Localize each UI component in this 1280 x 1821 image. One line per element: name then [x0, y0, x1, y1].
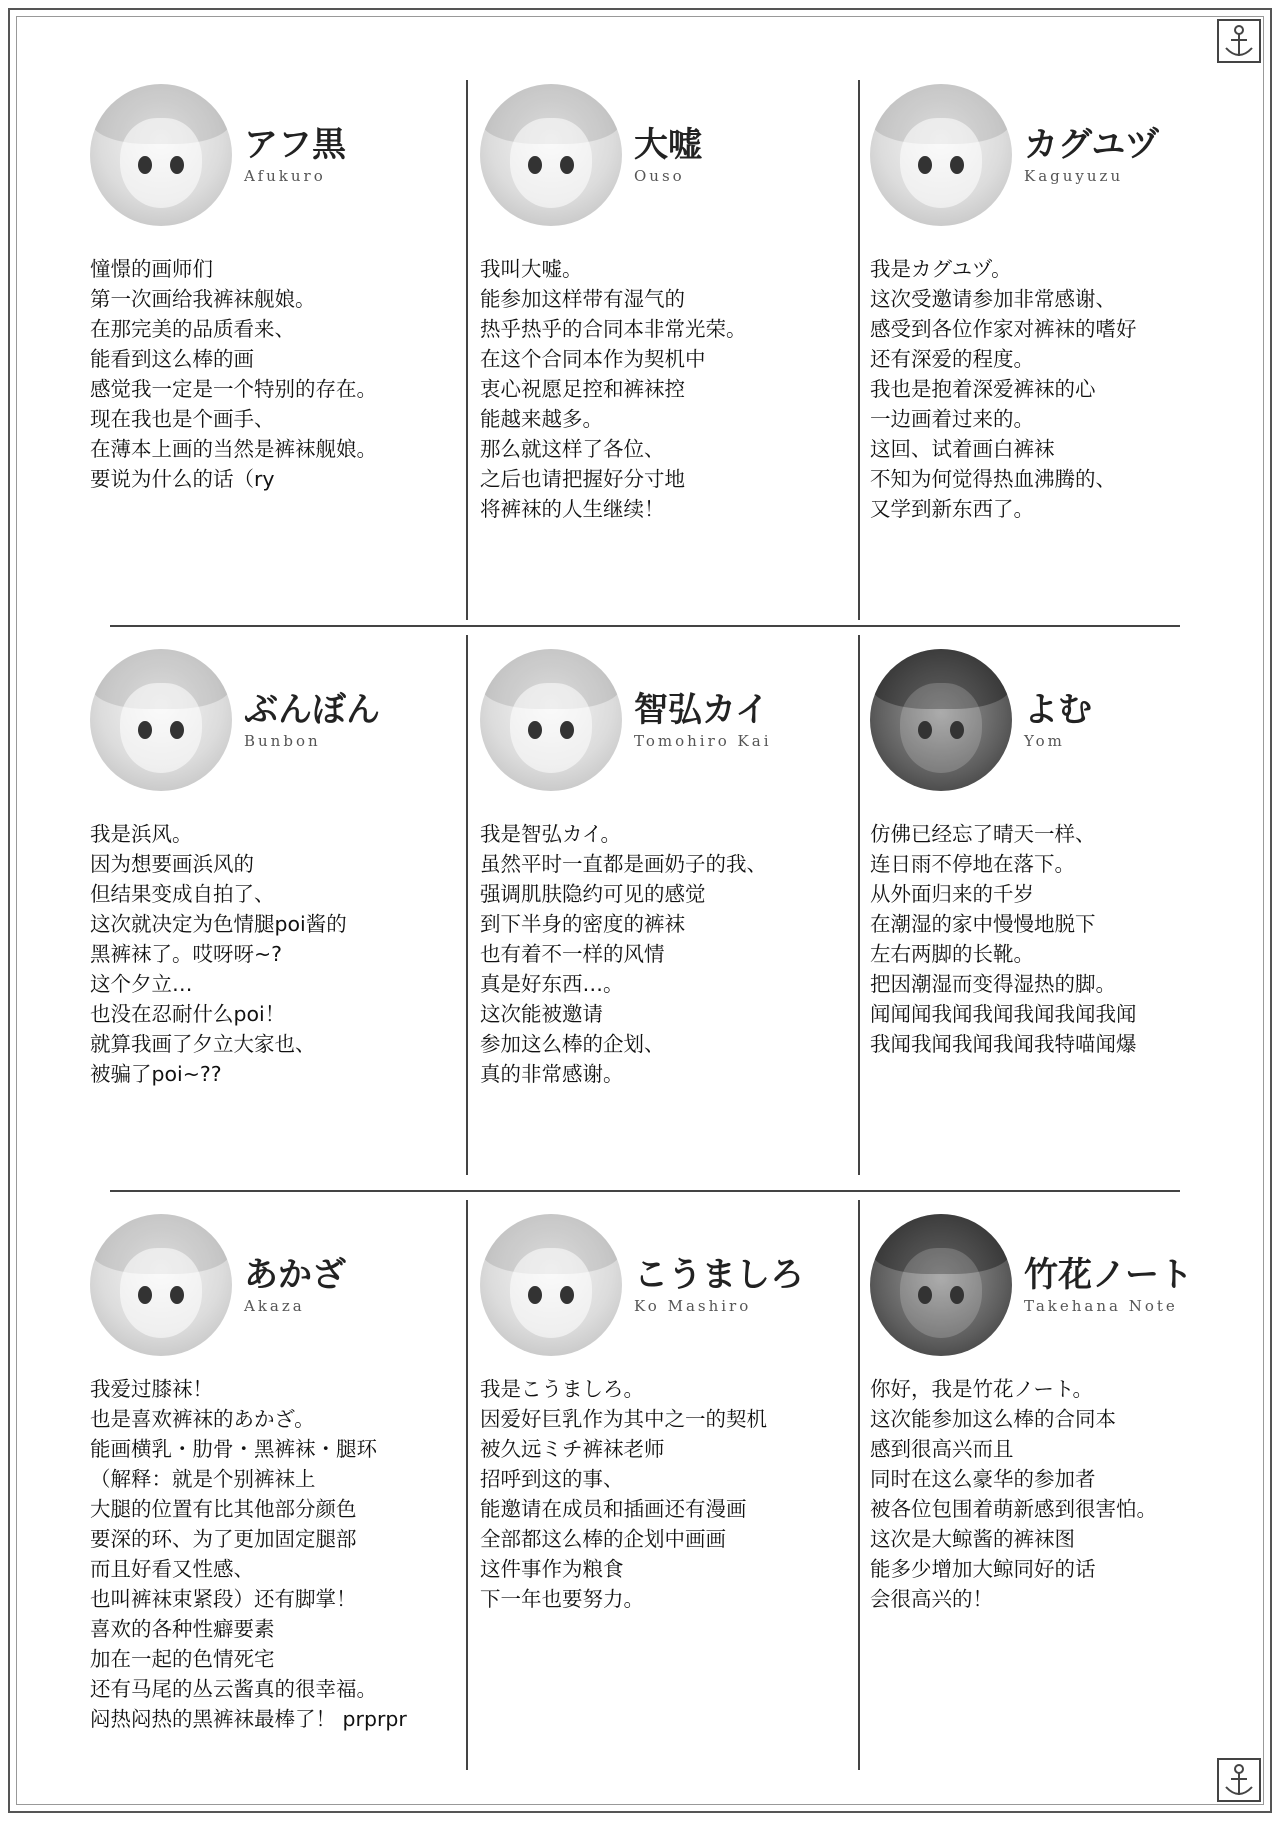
comment-line: 又学到新东西了。: [870, 497, 1034, 521]
comment-line: 还有深爱的程度。: [870, 347, 1034, 371]
artist-romaji: Ko Mashiro: [634, 1297, 752, 1315]
comment-line: 也叫裤袜束紧段）还有脚掌！: [90, 1587, 357, 1611]
artist-avatar: [870, 1214, 1012, 1356]
comment-line: 还有马尾的丛云酱真的很幸福。: [90, 1677, 377, 1701]
row-divider: [110, 625, 1180, 627]
comment-line: 你好，我是竹花ノート。: [870, 1377, 1094, 1401]
artist-comment: [870, 819, 1230, 1059]
comment-line: 仿佛已经忘了晴天一样、: [870, 822, 1096, 846]
artist-card: [480, 645, 840, 1089]
artist-avatar: [870, 649, 1012, 791]
comment-line: 能邀请在成员和插画还有漫画: [480, 1497, 747, 1521]
comment-line: 加在一起的色情死宅: [90, 1647, 275, 1671]
comment-line: 闻闻闻我闻我闻我闻我闻我闻: [870, 1002, 1137, 1026]
comment-line: 我闻我闻我闻我闻我特喵闻爆: [870, 1032, 1137, 1056]
comment-line: 在那完美的品质看来、: [90, 317, 295, 341]
comment-line: 把因潮湿而变得湿热的脚。: [870, 972, 1116, 996]
comment-line: 感受到各位作家对裤袜的嗜好: [870, 317, 1137, 341]
comment-line: 喜欢的各种性癖要素: [90, 1617, 275, 1641]
artist-name: 大嘘: [634, 125, 702, 165]
artist-card: [90, 645, 450, 1089]
artist-name: あかざ: [244, 1255, 346, 1295]
artist-comment: [480, 1374, 840, 1614]
comment-line: 在薄本上画的当然是裤袜舰娘。: [90, 437, 377, 461]
comment-line: 因为想要画浜风的: [90, 852, 254, 876]
comment-line: 连日雨不停地在落下。: [870, 852, 1075, 876]
comment-line: 虽然平时一直都是画奶子的我、: [480, 852, 767, 876]
comment-line: 不知为何觉得热血沸腾的、: [870, 467, 1116, 491]
column-divider: [466, 80, 468, 620]
comment-line: 我是カグユヅ。: [870, 257, 1012, 281]
anchor-emblem-icon: [1216, 1757, 1262, 1803]
comment-line: 一边画着过来的。: [870, 407, 1034, 431]
artist-comment: [90, 254, 450, 494]
artist-card: [870, 645, 1230, 1059]
comment-line: 真是好东西…。: [480, 972, 624, 996]
artist-avatar: [90, 84, 232, 226]
artist-avatar: [480, 649, 622, 791]
column-divider: [858, 1200, 860, 1770]
comment-line: 在这个合同本作为契机中: [480, 347, 706, 371]
artist-comment: [480, 254, 840, 524]
comment-line: 这次能参加这么棒的合同本: [870, 1407, 1116, 1431]
comment-line: 热乎热乎的合同本非常光荣。: [480, 317, 747, 341]
comment-line: 能参加这样带有湿气的: [480, 287, 685, 311]
comment-line: 衷心祝愿足控和裤袜控: [480, 377, 685, 401]
artist-avatar: [870, 84, 1012, 226]
comment-line: 能多少增加大鲸同好的话: [870, 1557, 1096, 1581]
comment-line: 因爱好巨乳作为其中之一的契机: [480, 1407, 767, 1431]
comment-line: 我是智弘カイ。: [480, 822, 622, 846]
artist-name: 智弘カイ: [634, 690, 769, 730]
comment-line: 但结果变成自拍了、: [90, 882, 275, 906]
artist-name: よむ: [1024, 690, 1092, 730]
comment-line: 下一年也要努力。: [480, 1587, 644, 1611]
comment-line: 被久远ミチ裤袜老师: [480, 1437, 665, 1461]
artist-card: [90, 80, 450, 494]
artist-grid: [90, 80, 1220, 1780]
column-divider: [466, 1200, 468, 1770]
comment-line: 闷热闷热的黑裤袜最棒了！ prprpr: [90, 1707, 407, 1731]
artist-romaji: Ouso: [634, 167, 685, 185]
artist-card: [480, 80, 840, 524]
comment-line: 感觉我一定是一个特别的存在。: [90, 377, 377, 401]
comment-line: 现在我也是个画手、: [90, 407, 275, 431]
artist-avatar: [90, 1214, 232, 1356]
column-divider: [858, 80, 860, 620]
artist-name: アフ黒: [244, 125, 346, 165]
comment-line: 这次就决定为色情腿poi酱的: [90, 912, 347, 936]
comment-line: 能画横乳・肋骨・黑裤袜・腿环: [90, 1437, 377, 1461]
comment-line: 真的非常感谢。: [480, 1062, 624, 1086]
artist-romaji: Bunbon: [244, 732, 321, 750]
comment-line: 这回、试着画白裤袜: [870, 437, 1055, 461]
comment-line: 到下半身的密度的裤袜: [480, 912, 685, 936]
comment-line: 我也是抱着深爱裤袜的心: [870, 377, 1096, 401]
artist-card: [480, 1210, 840, 1614]
comment-line: 会很高兴的！: [870, 1587, 993, 1611]
comment-line: 能越来越多。: [480, 407, 603, 431]
comment-line: 这个夕立…: [90, 972, 193, 996]
comment-line: 我是浜风。: [90, 822, 193, 846]
artist-avatar: [480, 1214, 622, 1356]
comment-line: 憧憬的画师们: [90, 257, 213, 281]
artist-romaji: Afukuro: [244, 167, 326, 185]
comment-line: 也有着不一样的风情: [480, 942, 665, 966]
comment-line: 也没在忍耐什么poi！: [90, 1002, 286, 1026]
artist-romaji: Akaza: [244, 1297, 305, 1315]
comment-line: 黑裤袜了。哎呀呀~?: [90, 942, 283, 966]
comment-line: 也是喜欢裤袜的あかざ。: [90, 1407, 315, 1431]
comment-line: 那么就这样了各位、: [480, 437, 665, 461]
comment-line: 第一次画给我裤袜舰娘。: [90, 287, 316, 311]
artist-name: カグユヅ: [1024, 125, 1160, 165]
artist-name: 竹花ノート: [1024, 1255, 1193, 1295]
comment-line: 之后也请把握好分寸地: [480, 467, 685, 491]
comment-line: 在潮湿的家中慢慢地脱下: [870, 912, 1096, 936]
comment-line: 就算我画了夕立大家也、: [90, 1032, 316, 1056]
artist-avatar: [480, 84, 622, 226]
column-divider: [466, 635, 468, 1175]
artist-avatar: [90, 649, 232, 791]
comment-line: 我是こうましろ。: [480, 1377, 644, 1401]
comment-line: 能看到这么棒的画: [90, 347, 254, 371]
anchor-emblem-icon: [1216, 18, 1262, 64]
comment-line: 强调肌肤隐约可见的感觉: [480, 882, 706, 906]
comment-line: 同时在这么豪华的参加者: [870, 1467, 1096, 1491]
artist-comment: [480, 819, 840, 1089]
comment-line: 感到很高兴而且: [870, 1437, 1014, 1461]
comment-line: 左右两脚的长靴。: [870, 942, 1034, 966]
comment-line: 被各位包围着萌新感到很害怕。: [870, 1497, 1157, 1521]
comment-line: 要说为什么的话（ry: [90, 467, 275, 491]
artist-romaji: Takehana Note: [1024, 1297, 1178, 1315]
comment-line: 招呼到这的事、: [480, 1467, 624, 1491]
column-divider: [858, 635, 860, 1175]
comment-line: 参加这么棒的企划、: [480, 1032, 665, 1056]
artist-name: ぶんぼん: [244, 690, 380, 730]
artist-comment: [90, 819, 450, 1089]
comment-line: 全部都这么棒的企划中画画: [480, 1527, 726, 1551]
comment-line: 被骗了poi~??: [90, 1062, 222, 1086]
artist-romaji: Yom: [1024, 732, 1065, 750]
comment-line: 我爱过膝袜！: [90, 1377, 213, 1401]
comment-line: 大腿的位置有比其他部分颜色: [90, 1497, 357, 1521]
artist-romaji: Tomohiro Kai: [634, 732, 772, 750]
artist-name: こうましろ: [634, 1255, 804, 1295]
comment-line: 这次是大鲸酱的裤袜图: [870, 1527, 1075, 1551]
comment-line: 这件事作为粮食: [480, 1557, 624, 1581]
comment-line: 从外面归来的千岁: [870, 882, 1034, 906]
comment-line: （解释：就是个别裤袜上: [90, 1467, 316, 1491]
comment-line: 将裤袜的人生继续！: [480, 497, 665, 521]
artist-comment: [90, 1374, 450, 1734]
comment-line: 要深的环、为了更加固定腿部: [90, 1527, 357, 1551]
artist-card: [90, 1210, 450, 1734]
artist-comment: [870, 254, 1230, 524]
comment-line: 这次受邀请参加非常感谢、: [870, 287, 1116, 311]
comment-line: 而且好看又性感、: [90, 1557, 254, 1581]
comment-line: 我叫大嘘。: [480, 257, 583, 281]
comment-line: 这次能被邀请: [480, 1002, 603, 1026]
artist-romaji: Kaguyuzu: [1024, 167, 1124, 185]
artist-card: [870, 80, 1230, 524]
artist-comment: [870, 1374, 1230, 1614]
artist-card: [870, 1210, 1230, 1614]
row-divider: [110, 1190, 1180, 1192]
